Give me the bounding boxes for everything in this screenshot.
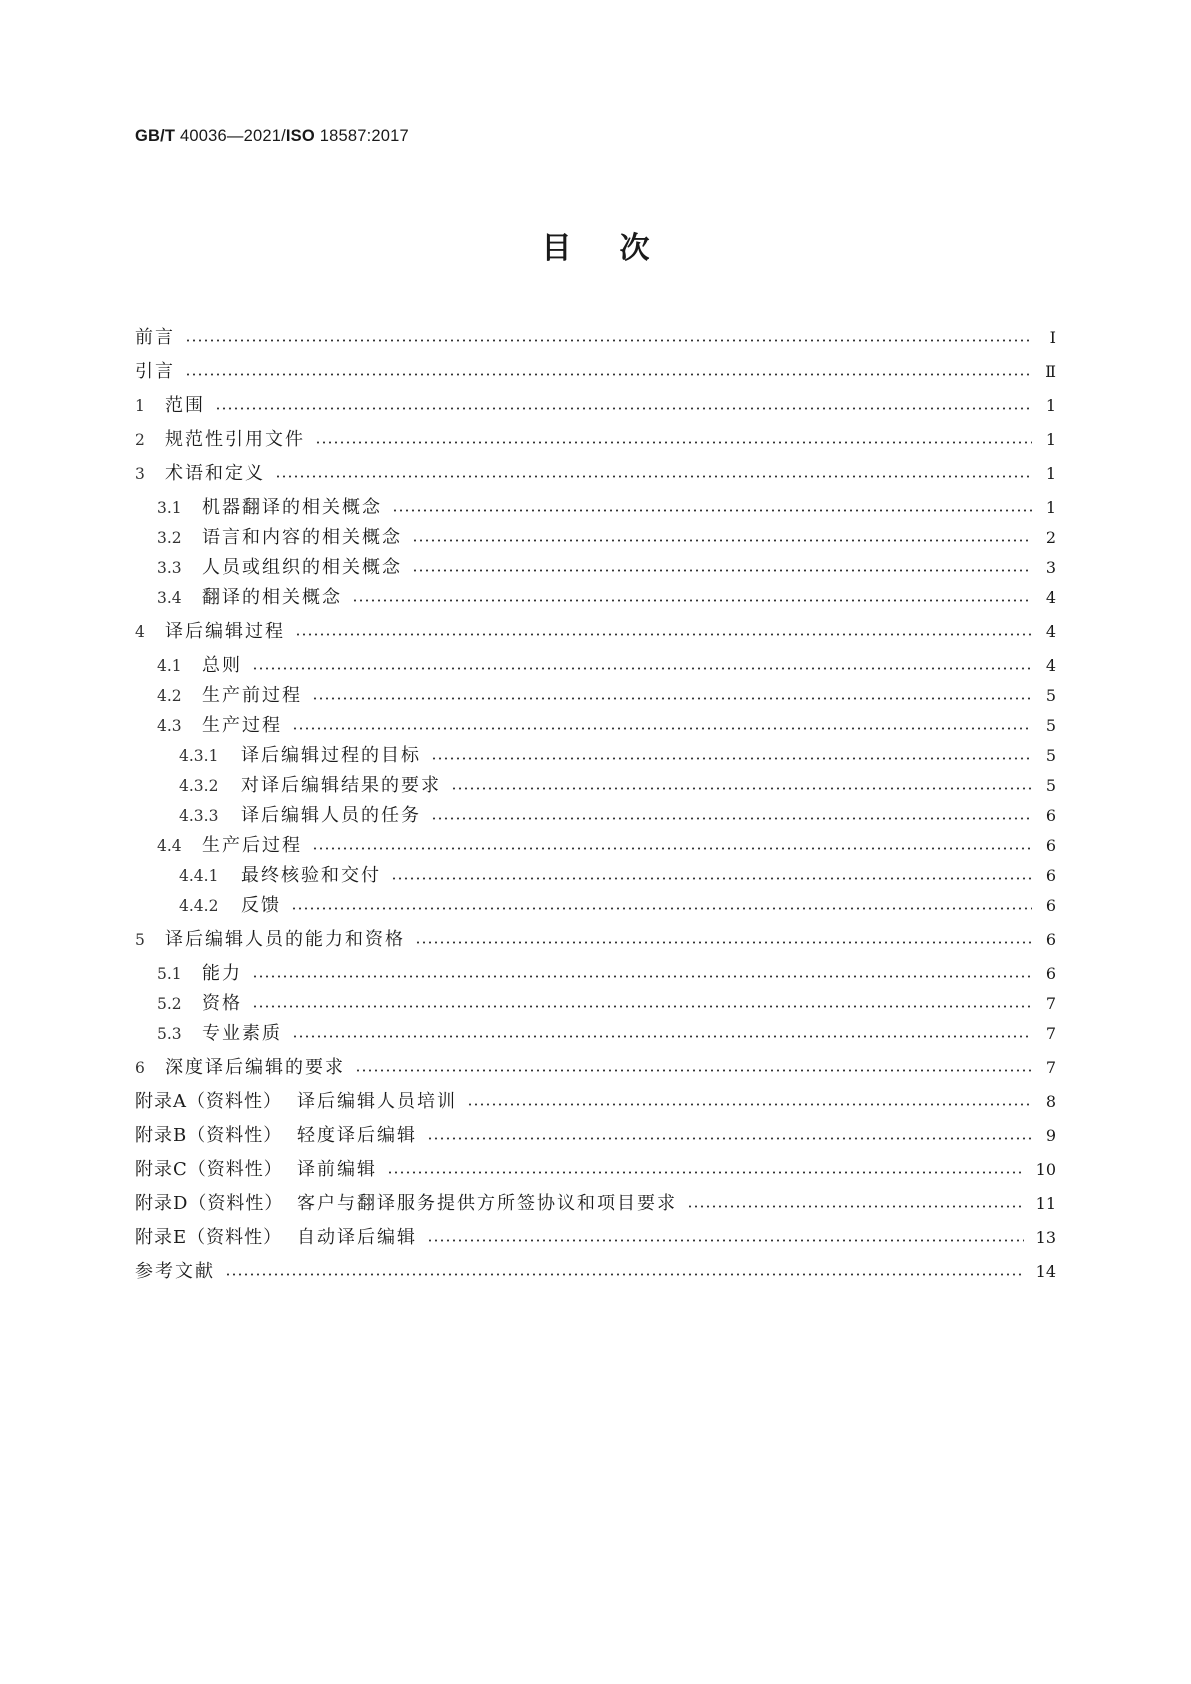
toc-entry-label: 生产过程 xyxy=(202,715,282,736)
toc-entry-label: 翻译的相关概念 xyxy=(202,587,342,608)
toc-entry-number: 附录E（资料性） xyxy=(135,1227,283,1248)
leader-dots xyxy=(431,817,1032,820)
toc-entry-page: 2 xyxy=(1045,528,1056,547)
leader-dots xyxy=(467,1103,1032,1106)
toc-entry-page: 3 xyxy=(1045,558,1056,577)
toc-entry-label: 能力 xyxy=(202,963,242,984)
toc-entry-number: 3.4 xyxy=(157,589,182,607)
toc-entry-label: 译后编辑人员的任务 xyxy=(241,805,421,826)
toc-entry-page: 4 xyxy=(1045,588,1056,607)
toc-entry-label: 深度译后编辑的要求 xyxy=(165,1057,345,1078)
toc-entry-page: 4 xyxy=(1045,656,1056,675)
standard-number: 40036—2021/ xyxy=(180,127,286,145)
leader-dots xyxy=(291,907,1032,910)
toc-entry[interactable] xyxy=(135,927,1056,951)
leader-dots xyxy=(387,1171,1024,1174)
leader-dots xyxy=(427,1137,1032,1140)
leader-dots xyxy=(312,847,1032,850)
toc-entry-page: 10 xyxy=(1035,1160,1056,1179)
toc-entry[interactable] xyxy=(135,713,1056,737)
toc-entry[interactable] xyxy=(135,961,1056,985)
leader-dots xyxy=(185,373,1032,376)
leader-dots xyxy=(687,1205,1024,1208)
toc-entry-number: 6 xyxy=(135,1059,145,1077)
toc-entry[interactable] xyxy=(135,555,1056,579)
toc-entry[interactable] xyxy=(135,773,1056,797)
toc-entry-number: 4.3.2 xyxy=(179,777,219,795)
leader-dots xyxy=(451,787,1032,790)
toc-entry-label: 译前编辑 xyxy=(297,1159,377,1180)
toc-entry-label: 范围 xyxy=(165,395,205,416)
toc-entry-page: 5 xyxy=(1045,776,1056,795)
toc-entry[interactable] xyxy=(135,893,1056,917)
toc-entry[interactable] xyxy=(135,683,1056,707)
toc-entry-label: 专业素质 xyxy=(202,1023,282,1044)
toc-entry-number: 附录D（资料性） xyxy=(135,1193,284,1214)
toc-entry-label: 总则 xyxy=(202,655,242,676)
toc-entry[interactable] xyxy=(135,1055,1056,1079)
leader-dots xyxy=(355,1069,1032,1072)
toc-entry-page: 7 xyxy=(1045,1024,1056,1043)
toc-entry-label: 自动译后编辑 xyxy=(297,1227,417,1248)
toc-entry-number: 4.3.3 xyxy=(179,807,219,825)
toc-entry-page: 1 xyxy=(1045,498,1056,517)
toc-entry-label: 规范性引用文件 xyxy=(165,429,305,450)
leader-dots xyxy=(292,1035,1032,1038)
toc-entry[interactable] xyxy=(135,393,1056,417)
toc-entry[interactable] xyxy=(135,585,1056,609)
toc-entry-page: 5 xyxy=(1045,746,1056,765)
toc-entry-page: 6 xyxy=(1045,930,1056,949)
leader-dots xyxy=(225,1273,1024,1276)
toc-entry-number: 1 xyxy=(135,397,145,415)
leader-dots xyxy=(392,509,1032,512)
toc-entry-page: Ⅰ xyxy=(1049,328,1056,347)
toc-entry-label: 译后编辑人员的能力和资格 xyxy=(165,929,405,950)
toc-entry[interactable] xyxy=(135,1191,1056,1215)
toc-entry-label: 客户与翻译服务提供方所签协议和项目要求 xyxy=(297,1193,677,1214)
toc-entry[interactable] xyxy=(135,1021,1056,1045)
toc-entry-number: 附录A（资料性） xyxy=(135,1091,282,1112)
toc-entry-label: 引言 xyxy=(135,361,175,382)
toc-entry-number: 附录B（资料性） xyxy=(135,1125,283,1146)
toc-entry[interactable] xyxy=(135,1225,1056,1249)
toc-entry-page: 7 xyxy=(1045,1058,1056,1077)
toc-entry-number: 2 xyxy=(135,431,145,449)
toc-entry-number: 3 xyxy=(135,465,145,483)
toc-entry[interactable] xyxy=(135,495,1056,519)
toc-entry-page: 6 xyxy=(1045,806,1056,825)
toc-entry-label: 资格 xyxy=(202,993,242,1014)
toc-entry-number: 3.1 xyxy=(157,499,182,517)
toc-entry-label: 译后编辑过程 xyxy=(165,621,285,642)
toc-entry-label: 生产前过程 xyxy=(202,685,302,706)
toc-entry-page: 1 xyxy=(1045,396,1056,415)
leader-dots xyxy=(252,975,1032,978)
toc-entry-label: 译后编辑过程的目标 xyxy=(241,745,421,766)
toc-entry-page: 13 xyxy=(1035,1228,1056,1247)
leader-dots xyxy=(252,1005,1032,1008)
toc-entry-label: 轻度译后编辑 xyxy=(297,1125,417,1146)
toc-entry-number: 4.3.1 xyxy=(179,747,219,765)
toc-entry[interactable] xyxy=(135,461,1056,485)
toc-entry[interactable] xyxy=(135,1123,1056,1147)
toc-entry-label: 参考文献 xyxy=(135,1261,215,1282)
document-header xyxy=(135,127,409,146)
toc-entry-page: 14 xyxy=(1035,1262,1056,1281)
toc-entry-number: 5.3 xyxy=(157,1025,182,1043)
leader-dots xyxy=(215,407,1032,410)
toc-entry[interactable] xyxy=(135,359,1056,383)
toc-entry-number: 4.4 xyxy=(157,837,182,855)
toc-entry[interactable] xyxy=(135,863,1056,887)
toc-entry-label: 机器翻译的相关概念 xyxy=(202,497,382,518)
toc-entry-number: 附录C（资料性） xyxy=(135,1159,283,1180)
toc-entry-number: 4.2 xyxy=(157,687,182,705)
leader-dots xyxy=(391,877,1032,880)
toc-entry[interactable] xyxy=(135,325,1056,349)
toc-entry-number: 5.2 xyxy=(157,995,182,1013)
toc-entry[interactable] xyxy=(135,525,1056,549)
leader-dots xyxy=(295,633,1032,636)
toc-entry-page: 6 xyxy=(1045,836,1056,855)
toc-entry[interactable] xyxy=(135,1089,1056,1113)
leader-dots xyxy=(412,539,1032,542)
leader-dots xyxy=(185,339,1032,342)
toc-entry-label: 对译后编辑结果的要求 xyxy=(241,775,441,796)
toc-entry-label: 译后编辑人员培训 xyxy=(297,1091,457,1112)
toc-entry[interactable] xyxy=(135,991,1056,1015)
standard-prefix: GB/T xyxy=(135,127,176,145)
toc-entry-label: 反馈 xyxy=(241,895,281,916)
leader-dots xyxy=(252,667,1032,670)
toc-entry[interactable] xyxy=(135,803,1056,827)
toc-entry[interactable] xyxy=(135,653,1056,677)
toc-entry[interactable] xyxy=(135,743,1056,767)
leader-dots xyxy=(315,441,1032,444)
toc-entry-number: 3.3 xyxy=(157,559,182,577)
toc-entry-number: 5 xyxy=(135,931,145,949)
toc-entry[interactable] xyxy=(135,619,1056,643)
toc-entry-number: 4 xyxy=(135,623,145,641)
toc-entry-page: 6 xyxy=(1045,866,1056,885)
toc-entry-label: 生产后过程 xyxy=(202,835,302,856)
toc-entry-label: 最终核验和交付 xyxy=(241,865,381,886)
toc-entry-label: 前言 xyxy=(135,327,175,348)
toc-entry-label: 语言和内容的相关概念 xyxy=(202,527,402,548)
page-title: 目次 xyxy=(541,231,698,266)
toc-entry-number: 5.1 xyxy=(157,965,182,983)
toc-entry-page: Ⅱ xyxy=(1045,362,1056,381)
toc-entry-label: 术语和定义 xyxy=(165,463,265,484)
toc-entry-page: 9 xyxy=(1045,1126,1056,1145)
leader-dots xyxy=(352,599,1032,602)
leader-dots xyxy=(427,1239,1024,1242)
toc-entry[interactable] xyxy=(135,427,1056,451)
leader-dots xyxy=(292,727,1032,730)
iso-number: 18587:2017 xyxy=(319,127,409,145)
toc-entry[interactable] xyxy=(135,833,1056,857)
toc-entry-number: 4.4.1 xyxy=(179,867,219,885)
toc-entry-page: 5 xyxy=(1045,686,1056,705)
toc-entry-page: 6 xyxy=(1045,964,1056,983)
toc-entry-page: 5 xyxy=(1045,716,1056,735)
toc-entry-number: 4.3 xyxy=(157,717,182,735)
toc-entry-number: 3.2 xyxy=(157,529,182,547)
leader-dots xyxy=(412,569,1032,572)
leader-dots xyxy=(415,941,1032,944)
toc-entry-page: 1 xyxy=(1045,464,1056,483)
toc-entry[interactable] xyxy=(135,1157,1056,1181)
toc-entry-label: 人员或组织的相关概念 xyxy=(202,557,402,578)
toc-entry-page: 1 xyxy=(1045,430,1056,449)
leader-dots xyxy=(275,475,1032,478)
toc-entry-page: 7 xyxy=(1045,994,1056,1013)
toc-entry-page: 11 xyxy=(1035,1194,1056,1213)
toc-entry-page: 6 xyxy=(1045,896,1056,915)
toc-entry-page: 8 xyxy=(1045,1092,1056,1111)
toc-entry-number: 4.4.2 xyxy=(179,897,219,915)
toc-entry-page: 4 xyxy=(1045,622,1056,641)
toc-entry[interactable] xyxy=(135,1259,1056,1283)
iso-prefix: ISO xyxy=(285,127,315,145)
leader-dots xyxy=(431,757,1032,760)
toc-entry-number: 4.1 xyxy=(157,657,182,675)
leader-dots xyxy=(312,697,1032,700)
